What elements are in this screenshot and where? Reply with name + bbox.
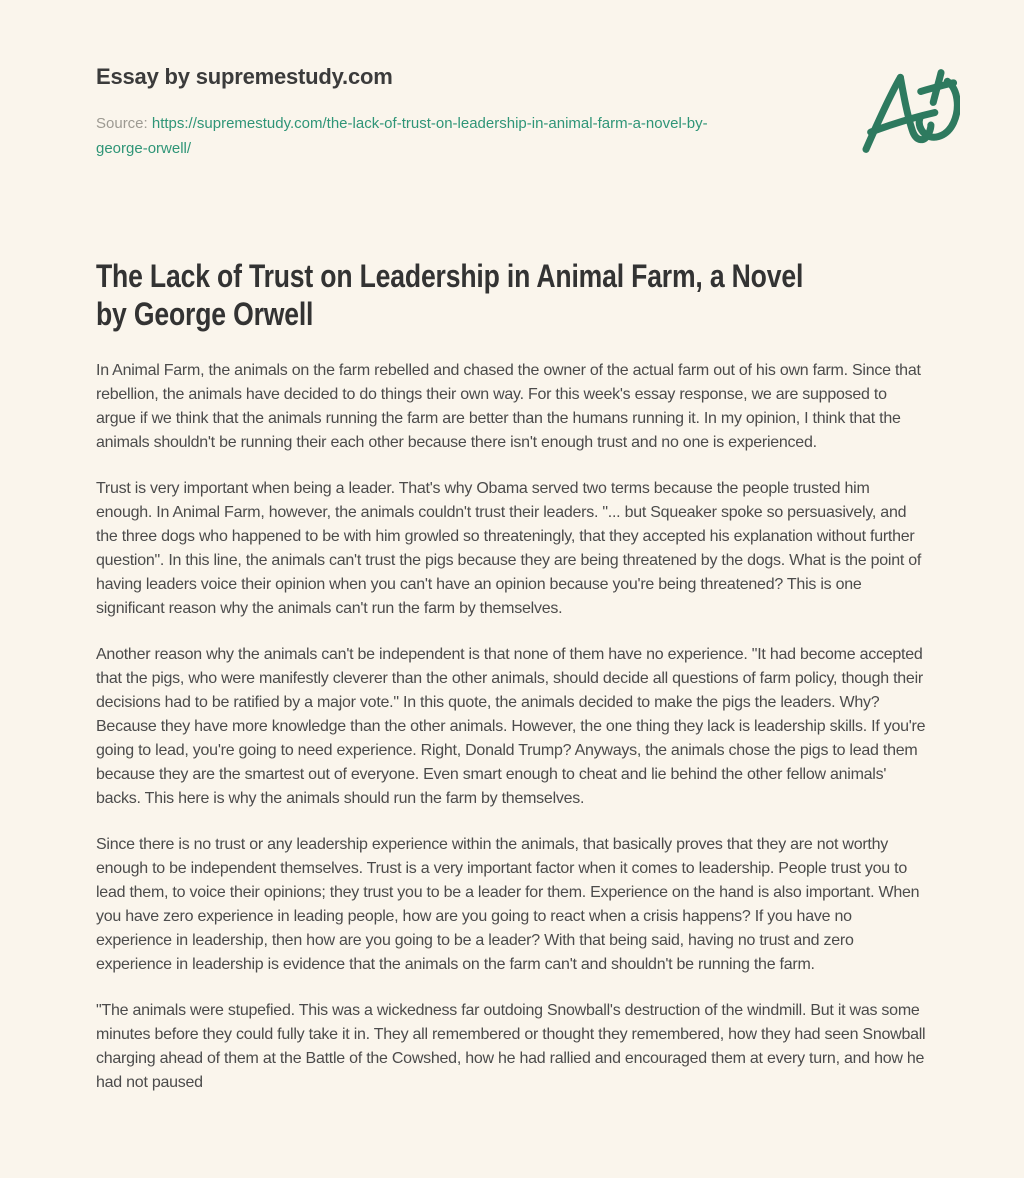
source-line [96,111,736,161]
logo-a-left-stroke [866,77,900,149]
essay-paragraph-4: Since there is no trust or any leadership experience within the animals, that basically proves that they are not worthy enough to be independent themselves. Trust is a very important factor when it comes to leadership. People trust you to lead them, to voice their opinions; they trust you to be a leader for them. Experience on the hand is also important. When you have zero experience in leading people, how are you going to react when a crisis happens? If you have no experience in leadership, then how are you going to be a leader? With that being said, having no trust and zero experience in leadership is evidence that the animals on the farm can't and shouldn't be running the farm. [96,836,920,973]
essay-paragraph-2: Trust is very important when being a leader. That's why Obama served two terms because the people trusted him enough. In Animal Farm, however, the animals couldn't trust their leaders. "... but Squeaker spoke so persuasively, and the three dogs who happened to be with him growled so threateningly, that they accepted his explanation without further question". In this line, the animals can't trust the pigs because they are being threatened by the dogs. What is the point of having leaders voice their opinion when you can't have an opinion because you're being threatened? This is one significant reason why the animals can't run the farm by themselves. [96,480,922,617]
source-label: Source: [96,115,148,132]
essay-paragraph-1: In Animal Farm, the animals on the farm rebelled and chased the owner of the actual farm out of his own farm. Since that rebellion, the animals have decided to do things their own way. For this week's essay response, we are supposed to argue if we think that the animals running the farm are better than the humans running it. In my opinion, I think that the animals shouldn't be running their each other because there isn't enough trust and no one is experienced. [96,362,921,451]
essay-paragraph-3: Another reason why the animals can't be independent is that none of them have no experience. "It had become accepted that the pigs, who were manifestly cleverer than the other animals, should decide all questions of farm policy, though their decisions had to be ratified by a major vote." In this quote, the animals decided to make the pigs the leaders. Why? Because they have more knowledge than the other animals. However, the one thing they lack is leadership skills. If you're going to lead, you're going to need experience. Right, Donald Trump? Anyways, the animals chose the pigs to lead them because they are the smartest out of everyone. Even smart enough to cheat and lie behind the other fellow animals' backs. This here is why the animals should run the farm by themselves. [96,646,926,807]
essay-title-line-2: by George Orwell [96,296,314,332]
essay-title [96,257,804,333]
a-plus-logo-icon [858,68,960,154]
page-header [96,64,928,161]
essay-by-heading: Essay by supremestudy.com [96,64,393,89]
source-url-link[interactable]: https://supremestudy.com/the-lack-of-trust-on-leadership-in-animal-farm-a-novel-by-george-orwell/ [96,115,708,157]
supremestudy-logo [858,68,960,154]
essay-content [96,359,928,1095]
essay-paragraph-5: "The animals were stupefied. This was a wickedness far outdoing Snowball's destruction of the windmill. But it was some minutes before they could fully take it in. They all remembered or thought they remembered, how they had seen Snowball charging ahead of them at the Battle of the Cowshed, how he had rallied and encouraged them at every turn, and how he had not paused [96,1002,926,1091]
essay-title-line-1: The Lack of Trust on Leadership in Animal Farm, a Novel [96,258,804,294]
